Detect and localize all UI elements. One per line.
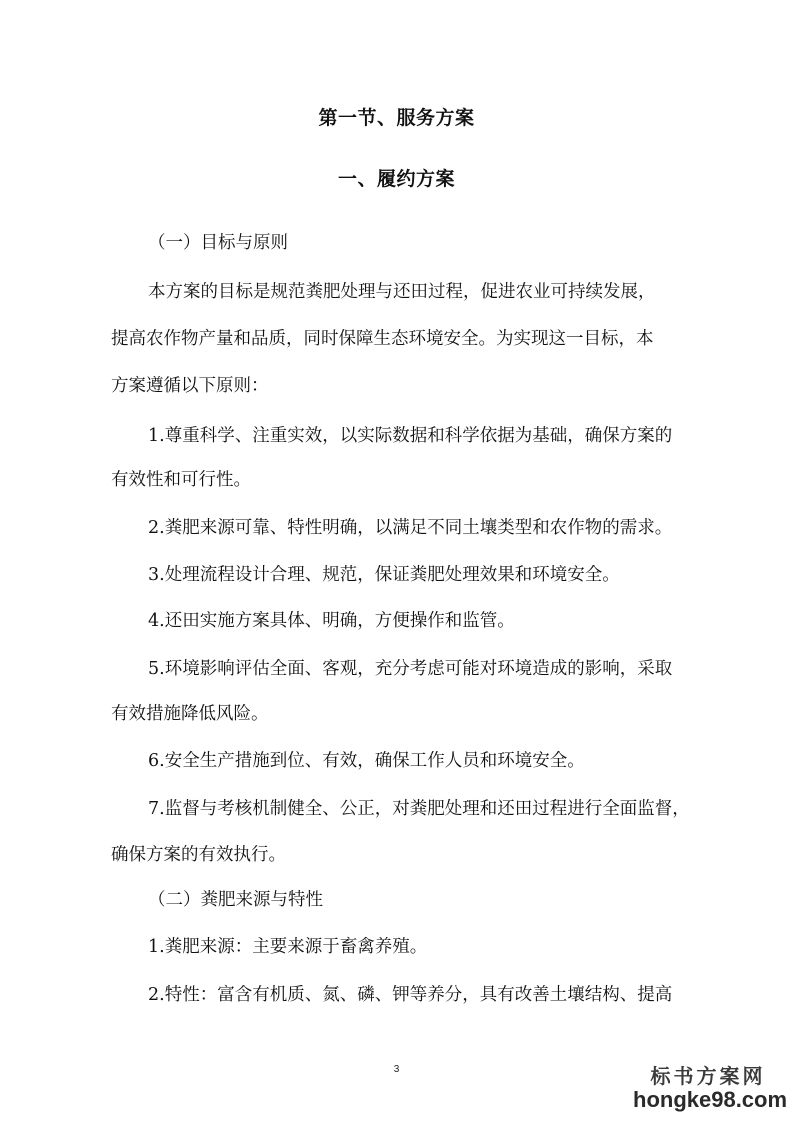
subheading-source-characteristics: （二）粪肥来源与特性 xyxy=(148,890,323,910)
subsection-heading: 一、履约方案 xyxy=(337,168,455,190)
paragraph-line: 确保方案的有效执行。 xyxy=(111,845,286,865)
watermark-chinese: 标书方案网 xyxy=(650,1064,766,1088)
list-item-6: 6.安全生产措施到位、有效，确保工作人员和环境安全。 xyxy=(148,751,585,771)
list-item-4: 4.还田实施方案具体、明确，方便操作和监管。 xyxy=(148,611,515,631)
list-item-1: 1.尊重科学、注重实效，以实际数据和科学依据为基础，确保方案的 xyxy=(148,426,673,446)
paragraph-line: 有效措施降低风险。 xyxy=(111,704,269,724)
paragraph-line: 提高农作物产量和品质，同时保障生态环境安全。为实现这一目标，本 xyxy=(111,329,654,349)
watermark-url: hongke98.com xyxy=(633,1087,788,1112)
list-item-5: 5.环境影响评估全面、客观，充分考虑可能对环境造成的影响，采取 xyxy=(148,659,673,679)
watermark-logo xyxy=(633,1064,788,1112)
list-item-7: 7.监督与考核机制健全、公正，对粪肥处理和还田过程进行全面监督， xyxy=(148,799,690,819)
paragraph-line: 本方案的目标是规范粪肥处理与还田过程，促进农业可持续发展， xyxy=(148,282,656,302)
section-heading: 第一节、服务方案 xyxy=(318,107,475,129)
list-item-source: 1.粪肥来源：主要来源于畜禽养殖。 xyxy=(148,937,428,957)
paragraph-line: 方案遵循以下原则： xyxy=(111,376,269,396)
paragraph-line: 有效性和可行性。 xyxy=(111,470,251,490)
subheading-goals-principles: （一）目标与原则 xyxy=(148,233,288,253)
page-number: 3 xyxy=(393,1064,400,1075)
list-item-2: 2.粪肥来源可靠、特性明确，以满足不同土壤类型和农作物的需求。 xyxy=(148,518,673,538)
list-item-3: 3.处理流程设计合理、规范，保证粪肥处理效果和环境安全。 xyxy=(148,565,620,585)
list-item-characteristics: 2.特性：富含有机质、氮、磷、钾等养分，具有改善土壤结构、提高 xyxy=(148,985,673,1005)
